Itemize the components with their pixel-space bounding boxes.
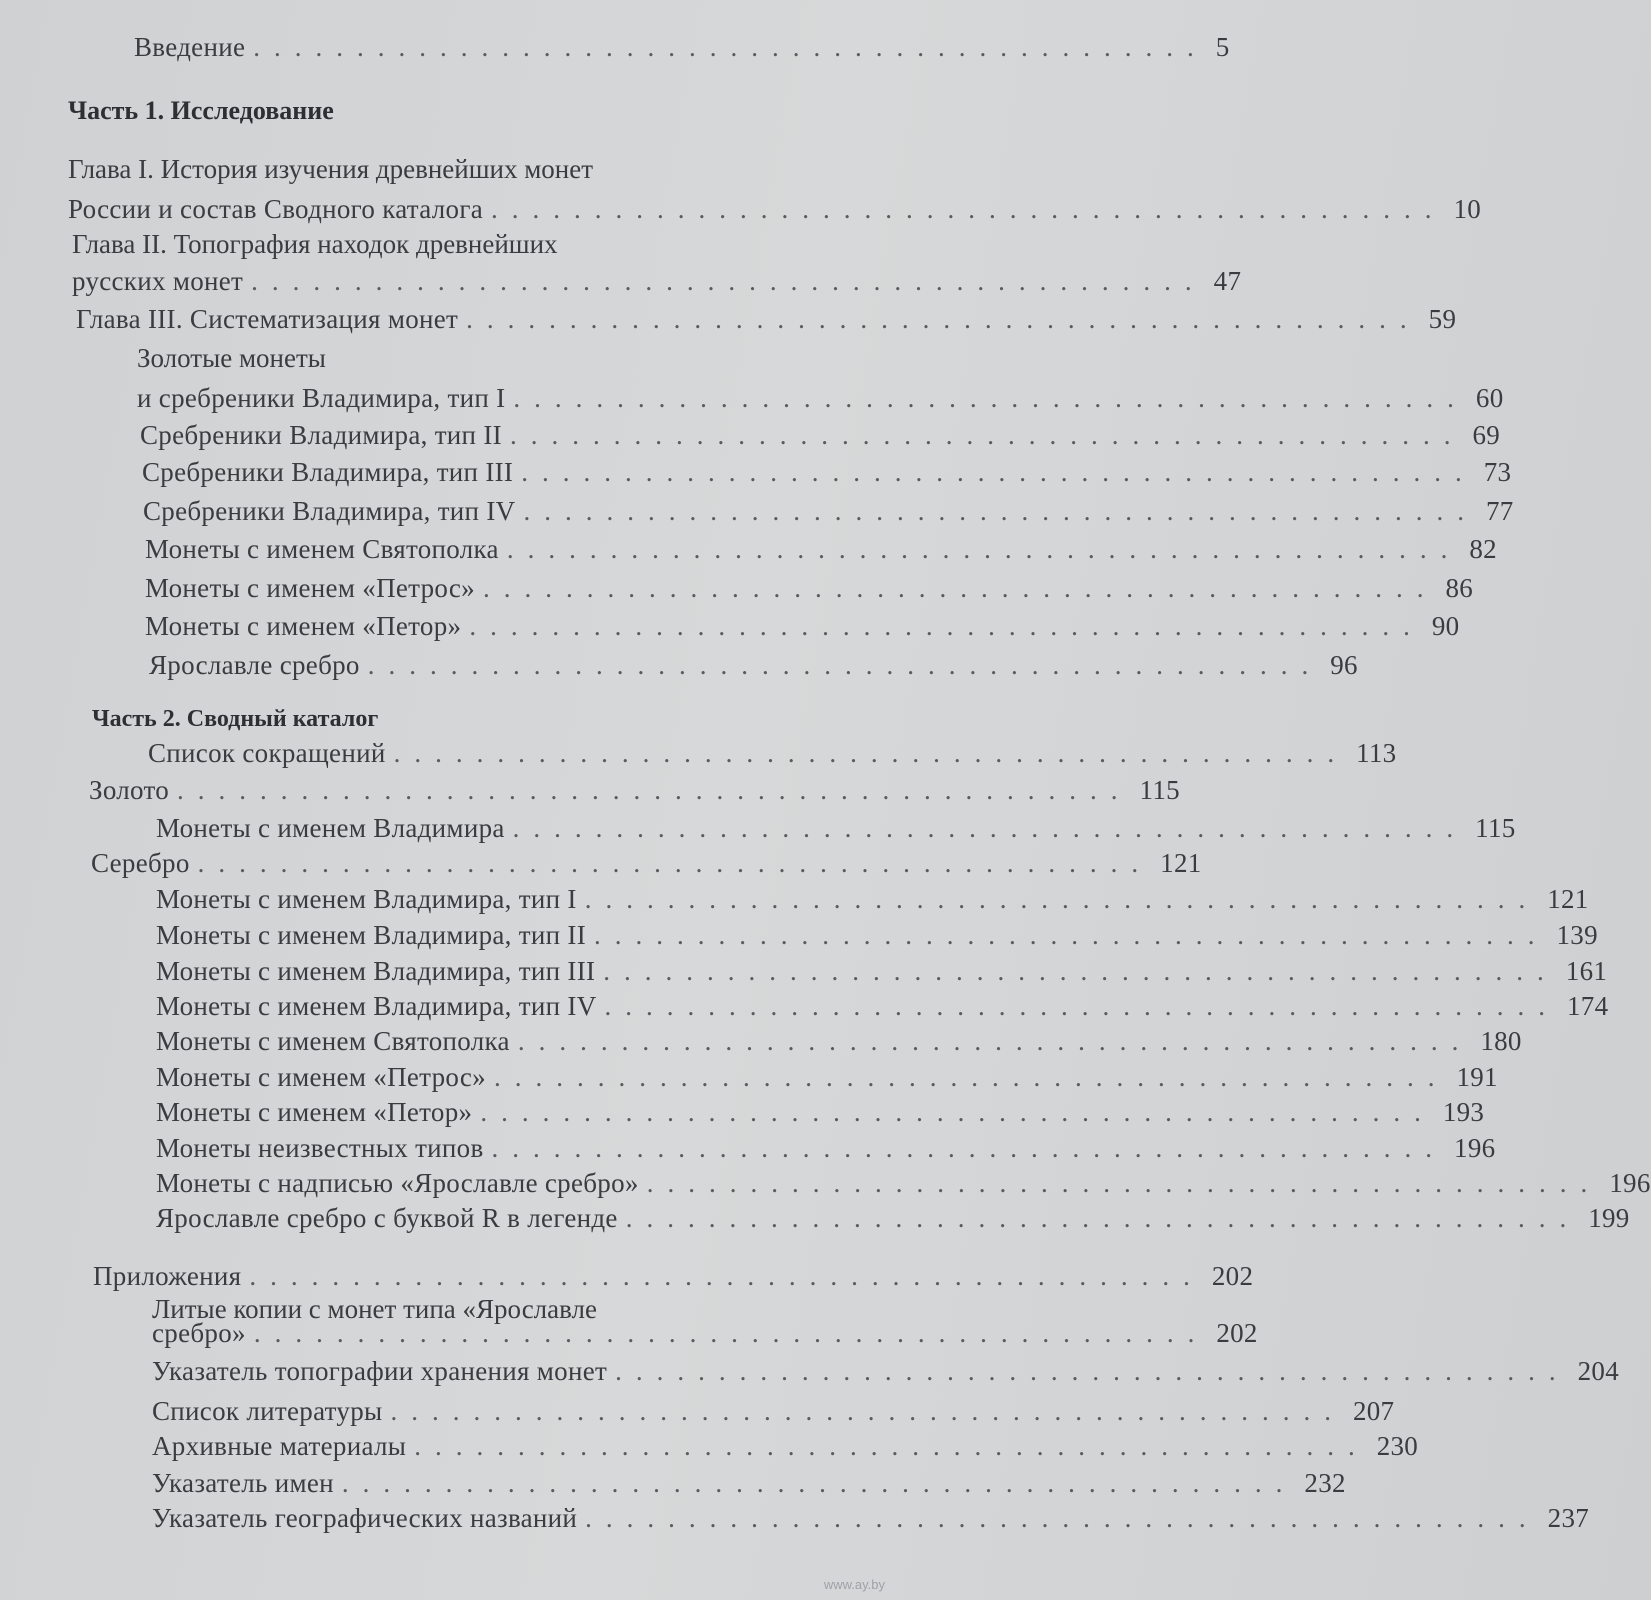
leader-dots: .............................................. xyxy=(367,650,1323,680)
leader-dots: .............................................. xyxy=(493,1062,1449,1092)
toc-entry-title: Серебро xyxy=(91,848,190,878)
toc-page-number: 174 xyxy=(1567,991,1609,1021)
toc-entry-title-line1: Литые копии с монет типа «Ярославле xyxy=(152,1294,597,1324)
toc-subentry xyxy=(145,534,1497,564)
toc-subentry xyxy=(143,496,1514,526)
toc-page-number: 60 xyxy=(1475,383,1504,413)
leader-dots: .............................................. xyxy=(251,266,1206,296)
leader-dots: .............................................. xyxy=(482,573,1438,603)
toc-subentry xyxy=(152,1356,1620,1386)
toc-entry-title: Архивные материалы xyxy=(152,1431,407,1461)
leader-dots: .............................................. xyxy=(513,383,1468,413)
part2-heading: Часть 2. Сводный каталог xyxy=(92,706,379,732)
toc-entry-title: и сребреники Владимира, тип I xyxy=(137,383,506,413)
toc-page-number: 139 xyxy=(1556,920,1598,950)
leader-dots: .............................................. xyxy=(466,304,1421,334)
toc-entry-title: Монеты с именем «Петор» xyxy=(145,611,462,641)
toc-entry-title: Монеты неизвестных типов xyxy=(156,1133,484,1163)
leader-dots: .............................................. xyxy=(491,1133,1447,1163)
toc-subentry xyxy=(156,1133,1496,1163)
toc-entry-title-line1: Золотые монеты xyxy=(137,343,326,373)
toc-entry-title: Введение xyxy=(134,32,246,62)
toc-entry-title: России и состав Сводного каталога xyxy=(68,194,483,224)
toc-entry-title: Сребреники Владимира, тип IV xyxy=(143,496,516,526)
leader-dots: .............................................. xyxy=(603,956,1558,986)
leader-dots: .............................................. xyxy=(585,1503,1540,1533)
leader-dots: .............................................. xyxy=(393,738,1349,768)
toc-entry-title-line1: Глава II. Топография находок древнейших xyxy=(72,229,558,259)
toc-page-number: 115 xyxy=(1475,813,1516,843)
toc-page-number: 207 xyxy=(1352,1396,1395,1426)
leader-dots: .............................................. xyxy=(517,1026,1473,1056)
leader-dots: .............................................. xyxy=(512,813,1468,843)
leader-dots: .............................................. xyxy=(197,848,1153,878)
toc-page-number: 115 xyxy=(1139,775,1180,805)
toc-entry-title: Список сокращений xyxy=(148,738,386,768)
toc-subentry xyxy=(156,884,1589,914)
toc-entry-title: Монеты с именем Святополка xyxy=(145,534,499,564)
toc-entry-title: Ярославле сребро xyxy=(149,650,360,680)
toc-entry-title: Сребреники Владимира, тип III xyxy=(142,457,514,487)
toc-subentry xyxy=(156,1026,1522,1056)
toc-page-number: 5 xyxy=(1215,32,1230,62)
part1-heading: Часть 1. Исследование xyxy=(68,96,334,125)
leader-dots: .............................................. xyxy=(341,1468,1297,1498)
toc-entry-title: Монеты с именем Владимира, тип IV xyxy=(156,991,597,1021)
leader-dots: .............................................. xyxy=(480,1097,1435,1127)
toc-entry-title: Золото xyxy=(89,775,170,805)
toc-page-number: 196 xyxy=(1609,1168,1651,1198)
toc-subentry xyxy=(145,573,1474,603)
toc-entry-title: Монеты с именем Владимира, тип II xyxy=(156,920,586,950)
toc-page-number: 69 xyxy=(1472,420,1501,450)
leader-dots: .............................................. xyxy=(390,1396,1345,1426)
toc-entry-chapter-2 xyxy=(72,266,1242,296)
leader-dots: .............................................. xyxy=(593,920,1549,950)
toc-entry-chapter-1 xyxy=(68,194,1482,224)
toc-page-number: 121 xyxy=(1547,884,1589,914)
toc-entry-title: Глава III. Систематизация монет xyxy=(76,304,459,334)
toc-page-number: 202 xyxy=(1216,1318,1258,1348)
toc-subentry xyxy=(156,991,1609,1021)
toc-page-number: 77 xyxy=(1485,496,1514,526)
toc-page-number: 90 xyxy=(1431,611,1460,641)
toc-entry-title: Монеты с именем Владимира, тип I xyxy=(156,884,577,914)
toc-entry-title: Приложения xyxy=(93,1261,242,1291)
leader-dots: .............................................. xyxy=(615,1356,1570,1386)
toc-subentry xyxy=(152,1396,1395,1426)
toc-page-number: 202 xyxy=(1211,1261,1254,1291)
watermark: www.ay.by xyxy=(823,1577,885,1592)
leader-dots: .............................................. xyxy=(469,611,1424,641)
toc-entry-silver xyxy=(91,848,1202,878)
leader-dots: .............................................. xyxy=(521,457,1476,487)
toc-page-number: 199 xyxy=(1588,1203,1630,1233)
toc-page-number: 10 xyxy=(1453,194,1482,224)
toc-subentry xyxy=(142,457,1512,487)
toc-subentry xyxy=(156,1062,1498,1092)
leader-dots: .............................................. xyxy=(625,1203,1581,1233)
toc-page-number: 204 xyxy=(1577,1356,1620,1386)
toc-page-number: 232 xyxy=(1304,1468,1346,1498)
toc-subentry xyxy=(156,1168,1651,1198)
leader-dots: .............................................. xyxy=(253,1318,1209,1348)
toc-entry-title: Монеты с надписью «Ярославле сребро» xyxy=(156,1168,639,1198)
toc-page-number: 96 xyxy=(1330,650,1358,680)
toc-page-number: 161 xyxy=(1565,956,1608,986)
toc-entry-title: Монеты с именем Святополка xyxy=(156,1026,510,1056)
toc-subentry xyxy=(152,1318,1258,1348)
toc-subentry xyxy=(156,956,1608,986)
toc-subentry xyxy=(137,383,1504,413)
leader-dots: .............................................. xyxy=(584,884,1540,914)
leader-dots: .............................................. xyxy=(414,1431,1369,1461)
toc-entry-title: Монеты с именем «Петор» xyxy=(156,1097,473,1127)
toc-subentry xyxy=(156,813,1516,843)
toc-entry-intro xyxy=(134,32,1230,62)
toc-entry-title: Указатель географических названий xyxy=(152,1503,578,1533)
toc-page-number: 113 xyxy=(1356,738,1397,768)
toc-page-number: 47 xyxy=(1213,266,1242,296)
toc-entry-title: Список литературы xyxy=(152,1396,383,1426)
leader-dots: .............................................. xyxy=(604,991,1559,1021)
toc-page-number: 230 xyxy=(1376,1431,1419,1461)
leader-dots: .............................................. xyxy=(253,32,1208,62)
toc-entry-abbreviations xyxy=(148,738,1397,768)
leader-dots: .............................................. xyxy=(523,496,1478,526)
toc-entry-chapter-3 xyxy=(76,304,1457,334)
toc-entry-title: Сребреники Владимира, тип II xyxy=(140,420,502,450)
toc-subentry xyxy=(156,1203,1630,1233)
toc-page-number: 121 xyxy=(1160,848,1202,878)
leader-dots: .............................................. xyxy=(506,534,1462,564)
toc-subentry xyxy=(152,1431,1419,1461)
toc-entry-title: Указатель топографии хранения монет xyxy=(152,1356,608,1386)
toc-page-number: 180 xyxy=(1480,1026,1522,1056)
toc-entry-title: Монеты с именем «Петрос» xyxy=(156,1062,486,1092)
toc-entry-title: русских монет xyxy=(72,266,244,296)
toc-page-number: 237 xyxy=(1547,1503,1590,1533)
leader-dots: .............................................. xyxy=(491,194,1446,224)
toc-page-number: 191 xyxy=(1456,1062,1498,1092)
toc-page-number: 196 xyxy=(1454,1133,1496,1163)
toc-page-number: 73 xyxy=(1483,457,1512,487)
toc-page-number: 59 xyxy=(1428,304,1457,334)
toc-entry-title: Монеты с именем «Петрос» xyxy=(145,573,475,603)
toc-entry-title-line1: Глава I. История изучения древнейших монет xyxy=(68,154,594,184)
toc-page-number: 193 xyxy=(1442,1097,1485,1127)
toc-entry-gold xyxy=(89,775,1180,805)
toc-subentry xyxy=(145,611,1460,641)
leader-dots: .............................................. xyxy=(509,420,1465,450)
toc-subentry xyxy=(140,420,1501,450)
leader-dots: .............................................. xyxy=(646,1168,1602,1198)
toc-entry-title: Монеты с именем Владимира xyxy=(156,813,505,843)
toc-subentry xyxy=(152,1503,1590,1533)
toc-entry-appendix xyxy=(93,1261,1254,1291)
toc-entry-title: Указатель имен xyxy=(152,1468,334,1498)
toc-page-number: 82 xyxy=(1469,534,1497,564)
toc-entry-title: Монеты с именем Владимира, тип III xyxy=(156,956,596,986)
leader-dots: .............................................. xyxy=(249,1261,1204,1291)
toc-entry-title: Ярославле сребро с буквой R в легенде xyxy=(156,1203,618,1233)
leader-dots: .............................................. xyxy=(177,775,1132,805)
toc-subentry xyxy=(156,1097,1485,1127)
toc-entry-title: сребро» xyxy=(152,1318,246,1348)
toc-subentry xyxy=(152,1468,1346,1498)
toc-page-number: 86 xyxy=(1445,573,1474,603)
toc-subentry xyxy=(149,650,1358,680)
toc-subentry xyxy=(156,920,1598,950)
